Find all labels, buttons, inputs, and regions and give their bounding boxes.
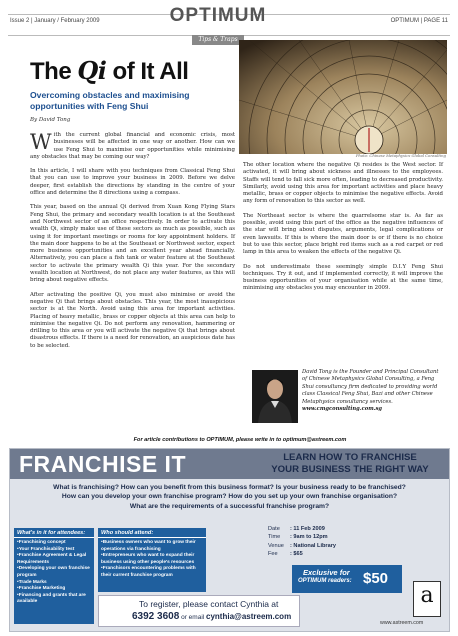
event-key: Date [268, 526, 280, 532]
paragraph: In this article, I will share with you techniques from Classical Feng Shui that you can use to improve your business in 2009. Before we delve deeper, first establish the directions by standing in the centre of your office and determine the 8 directions using a compass. [30, 168, 235, 197]
list-item: • Franchising concept [17, 540, 91, 547]
event-key: Fee [268, 550, 278, 557]
title-pre: The [30, 58, 78, 85]
franchise-headline: FRANCHISE IT [19, 451, 186, 477]
contact-line [132, 611, 291, 622]
article-title [30, 56, 188, 86]
author-bio-text: David Tong is the Founder and Principal Consultant of Chinese Metaphysics Global Consulting, a Feng Shui consultancy firm dedicated to providing world class Classical Feng Shui, Bazi and other Chinese Metaphysics consultancy services. [302, 369, 439, 405]
panel-heading: Who should attend: [98, 528, 206, 538]
paragraph: After activating the positive Qi, you must also minimise or avoid the negative Qi that brings about obstacles. This year, the most inauspicious sector is at the North. Avoid using this area for important activities. Placing of heavy metallic, brass or copper objects at this area can help to minimise the negative Qi. Do not perform any renovation, hammering or drilling to this area or you will activate the negative Qi that brings about disastrous effects. If there is a need for renovation, an auspicious date has to be selected. [30, 291, 235, 349]
exclusive-label: Exclusive for [303, 568, 350, 577]
paragraph [30, 132, 235, 161]
event-value: : 11 Feb 2009 [290, 526, 325, 532]
or-email-text: or email [179, 614, 207, 621]
list-item: • Trade Marks [17, 580, 91, 587]
author-portrait [252, 370, 298, 423]
franchise-advertisement [9, 448, 450, 632]
list-item: • Business owners who want to grow their operations via franchising [101, 540, 203, 553]
event-row [268, 525, 344, 533]
title-qi: Qi [77, 56, 107, 85]
event-row [268, 533, 344, 541]
author-bio [302, 369, 444, 413]
paragraph: The Northeast sector is where the quarrelsome star is. As far as possible, avoid using this part of the office as the negative influences of the star will bring about disputes, arguments, legal complications or even lawsuits. If this is where the main door is or if there is no choice but to use this sector, place bright red items such as a red carpet or red lamp in this area to weaken the effects of the negative Qi. [243, 212, 443, 256]
article-column-right [243, 162, 443, 300]
feng-shui-compass-photo [239, 40, 447, 154]
who-should-attend-panel [98, 528, 206, 592]
paragraph-text: ith the current global financial and economic crisis, most businesses will be affected in one way or another. How can we use Feng Shui to maximise our opportunities while minimising any obstacles that may be coming our way? [30, 132, 235, 160]
benefits-list [14, 540, 94, 606]
author-photo-image [252, 370, 298, 423]
event-value: : $65 [290, 550, 303, 557]
event-key: Venue [268, 542, 284, 549]
issue-label: Issue 2 | January / February 2009 [10, 18, 100, 24]
optimum-logo [168, 5, 268, 43]
astreem-logo-glyph: a [420, 583, 434, 608]
event-value: : National Library [290, 542, 337, 549]
drop-cap: W [30, 130, 52, 154]
phone-number[interactable]: 6392 3608 [132, 611, 180, 622]
astreem-website-link[interactable]: www.astreem.com [380, 620, 424, 626]
article-column-left [30, 132, 235, 357]
event-row [268, 542, 344, 550]
tagline-line1: LEARN HOW TO FRANCHISE [283, 452, 417, 463]
question-line: What are the requirements of a successful franchise program? [129, 502, 330, 510]
byline: By David Tong [30, 117, 71, 123]
question-line: How can you develop your own franchise program? How do you set up your own franchise organisation? [61, 493, 398, 501]
logo-word: OPTIMUM [169, 5, 267, 26]
panel-heading: What's in it for attendees: [14, 528, 94, 538]
question-line: What is franchising? How can you benefit from this business format? Is your business ready to be franchised? [53, 484, 406, 491]
attendee-benefits-panel [14, 528, 94, 624]
list-item: • Developing your own franchise program [17, 566, 91, 579]
franchise-banner [10, 449, 449, 479]
photo-caption: Photo: Chinese Metaphysics Global Consulting [355, 153, 446, 158]
list-item: • Your Franchisability test [17, 547, 91, 554]
list-item: • Entrepreneurs who want to expand their business using other people's resources [101, 553, 203, 566]
contribution-notice: For article contributions to OPTIMUM, please write in to optimum@astreem.com [133, 437, 347, 443]
author-website-link[interactable]: www.cmgconsulting.com.sg [302, 406, 383, 413]
luopan-compass-image [239, 40, 447, 154]
event-value: : 9am to 12pm [290, 534, 328, 541]
event-row [268, 550, 344, 558]
page-number: OPTIMUM | PAGE 11 [390, 18, 448, 24]
contact-email[interactable]: cynthia@astreem.com [206, 612, 292, 621]
event-details [268, 525, 344, 558]
list-item: • Franchisors encountering problems with their current franchise program [101, 566, 203, 579]
franchise-questions [18, 483, 441, 511]
title-post: of It All [106, 58, 189, 85]
list-item: • Financing and grants that are available [17, 593, 91, 606]
paragraph: This year, based on the annual Qi derived from Xuan Kong Flying Stars Feng Shui, the primary and secondary wealth location is at the Southeast and Northwest sector of an office respectively. In order to activate this wealth Qi, simply make use of these sectors as much as possible, such as using it for important meetings or rooms for key appointment holders. If the main door happens to be at the Southeast or Northwest sector, expect more business opportunities and an excellent year ahead financially. Alternatively, you can place a fish tank or water feature at the Southeast sector to activate the primary wealth Qi this year. For the secondary wealth location at Northwest, do not place any water features, as this will bring about negative effects. [30, 204, 235, 284]
exclusive-readers: OPTIMUM readers: [298, 578, 352, 584]
event-key: Time [268, 534, 281, 541]
exclusive-price-badge [292, 565, 402, 593]
paragraph: The other location where the negative Qi resides is the West sector. If activated, it will bring about sickness and illnesses to the employees. Staffs will tend to fall sick more often, leading to decreased productivity. Similarly, avoid using this area for important activities and place heavy metallic, brass or copper objects to minimise the negative effects. Avoid any form of renovation to this sector as well. [243, 162, 443, 205]
registration-box [98, 595, 300, 627]
paragraph: Do not underestimate these seemingly simple D.I.Y Feng Shui techniques. Try it out, and if implemented correctly, it will improve the business opportunities of your organisation while at the same time, minimising any obstacles you may encounter in 2009. [243, 263, 443, 292]
tagline-line2: YOUR BUSINESS THE RIGHT WAY [271, 464, 429, 475]
article-subtitle: Overcoming obstacles and maximising opportunities with Feng Shui [30, 90, 190, 111]
list-item: • Franchise Agreement & Legal Requirements [17, 553, 91, 566]
list-item: • Franchise Marketing [17, 586, 91, 593]
register-line: To register, please contact Cynthia at [139, 599, 279, 609]
franchise-tagline [260, 452, 440, 476]
exclusive-price: $50 [363, 570, 389, 587]
astreem-logo [413, 581, 441, 617]
attendee-list [98, 540, 206, 580]
logo-tagline: Tips & Traps [192, 35, 243, 45]
